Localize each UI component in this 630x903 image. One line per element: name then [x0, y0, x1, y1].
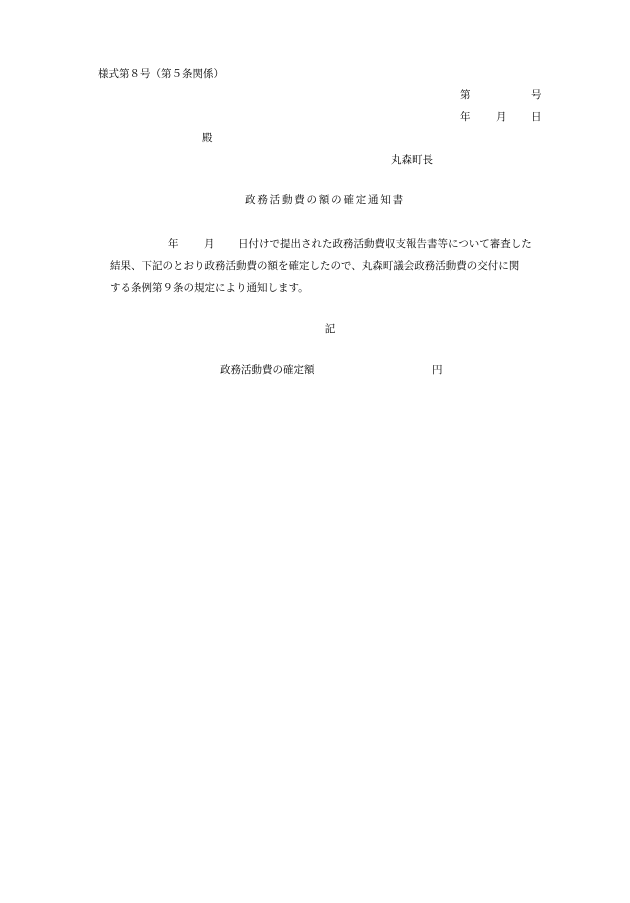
document-title: 政務活動費の額の確定通知書: [245, 194, 405, 206]
amount-unit: 円: [432, 364, 443, 376]
addressee-suffix: 殿: [202, 132, 213, 144]
body-line-1-text: 日付けで提出された政務活動費収支報告書等について審査した: [238, 238, 532, 250]
body-line-3: する条例第９条の規定により通知します。: [110, 282, 309, 294]
date-day-label: 日: [531, 111, 542, 123]
amount-label: 政務活動費の確定額: [220, 364, 315, 376]
date-year-label: 年: [460, 111, 471, 123]
document-number-prefix: 第: [460, 89, 471, 101]
document-number-suffix: 号: [531, 89, 542, 101]
issuer-name: 丸森町長: [391, 154, 433, 166]
form-label: 様式第８号（第５条関係）: [98, 68, 224, 80]
ki-heading: 記: [324, 323, 336, 335]
body-line-2: 結果、下記のとおり政務活動費の額を確定したので、丸森町議会政務活動費の交付に関: [110, 260, 520, 272]
date-month-label: 月: [496, 111, 507, 123]
body-month-label: 月: [204, 238, 215, 250]
body-year-label: 年: [168, 238, 179, 250]
